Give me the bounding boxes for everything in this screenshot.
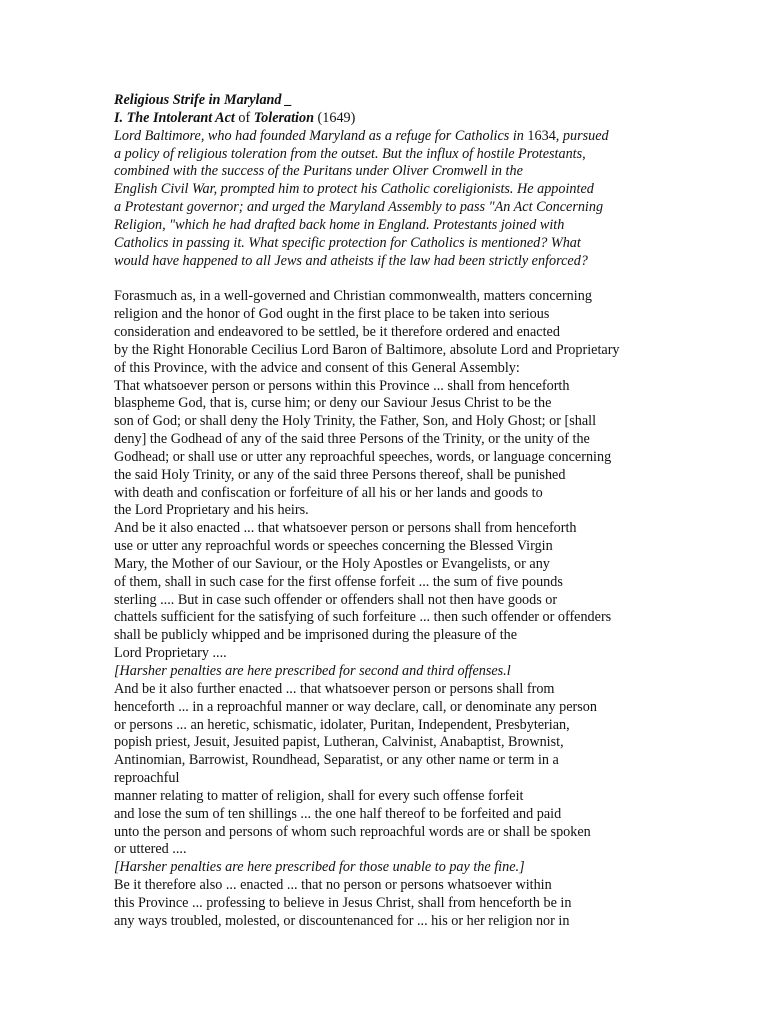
body-line: religion and the honor of God ought in the first place to be taken into serious: [114, 306, 550, 323]
body-line: by the Right Honorable Cecilius Lord Baron of Baltimore, absolute Lord and Proprietary: [114, 341, 620, 358]
body-line: Mary, the Mother of our Saviour, or the Holy Apostles or Evangelists, or any: [114, 555, 550, 572]
editor-note-penalties: [Harsher penalties are here prescribed for second and third offenses.l: [114, 663, 511, 679]
body-line: any ways troubled, molested, or discountenanced for ... his or her religion nor in: [114, 912, 570, 929]
body-line: consideration and endeavored to be settled, be it therefore ordered and enacted: [114, 323, 560, 340]
body-line: son of God; or shall deny the Holy Trinity, the Father, Son, and Holy Ghost; or [shall: [114, 413, 597, 430]
document-page: [114, 92, 654, 931]
body-line: henceforth ... in a reproachful manner or way declare, call, or denominate any person: [114, 698, 597, 715]
body-line: or uttered ....: [114, 841, 187, 858]
act-text-section-1: [114, 288, 654, 663]
body-line: Antinomian, Barrowist, Roundhead, Separatist, or any other name or term in a: [114, 752, 559, 769]
body-line: sterling .... But in case such offender or offenders shall not then have goods or: [114, 591, 558, 608]
intro-line: would have happened to all Jews and atheists if the law had been strictly enforced?: [114, 252, 588, 269]
body-line: Godhead; or shall use or utter any reproachful speeches, words, or language concerning: [114, 448, 612, 465]
intro-line: English Civil War, prompted him to protect his Catholic coreligionists. He appointed: [114, 181, 594, 198]
body-line: reproachful: [114, 770, 180, 787]
subtitle-toleration: Toleration: [253, 109, 314, 126]
body-line: the Lord Proprietary and his heirs.: [114, 502, 309, 519]
body-line: of them, shall in such case for the first offense forfeit ... the sum of five pounds: [114, 573, 563, 590]
body-line: That whatsoever person or persons within this Province ... shall from henceforth: [114, 377, 570, 394]
subtitle-year: (1649): [313, 109, 356, 126]
intro-line: a policy of religious toleration from the outset. But the influx of hostile Protestants,: [114, 145, 586, 162]
subtitle-act-name: I. The Intolerant Act: [114, 109, 235, 126]
intro-line: [114, 128, 654, 146]
body-line: and lose the sum of ten shillings ... the one half thereof to be forfeited and paid: [114, 805, 562, 822]
body-line: Lord Proprietary ....: [114, 645, 227, 662]
subtitle-connector: of: [234, 109, 254, 126]
body-line: Be it therefore also ... enacted ... that no person or persons whatsoever within: [114, 877, 552, 894]
body-line: Forasmuch as, in a well-governed and Christian commonwealth, matters concerning: [114, 288, 592, 305]
document-subtitle: [114, 110, 654, 128]
body-line: And be it also further enacted ... that whatsoever person or persons shall from: [114, 680, 555, 697]
body-line: chattels sufficient for the satisfying of such forfeiture ... then such offender or offenders: [114, 609, 612, 626]
body-line: use or utter any reproachful words or speeches concerning the Blessed Virgin: [114, 538, 553, 555]
intro-line: Religion, "which he had drafted back home in England. Protestants joined with: [114, 216, 565, 233]
body-line: blaspheme God, that is, curse him; or deny our Saviour Jesus Christ to be the: [114, 395, 552, 412]
intro-text: Lord Baltimore, who had founded Maryland as a refuge for Catholics in: [114, 127, 528, 144]
intro-year: 1634: [527, 127, 556, 144]
body-line: this Province ... professing to believe in Jesus Christ, shall from henceforth be in: [114, 894, 572, 911]
body-line: unto the person and persons of whom such reproachful words are or shall be spoken: [114, 823, 591, 840]
paragraph-spacer: [114, 270, 654, 288]
body-line: of this Province, with the advice and consent of this General Assembly:: [114, 359, 520, 376]
intro-text: , pursued: [555, 127, 609, 144]
intro-paragraph: [114, 128, 654, 271]
body-line: or persons ... an heretic, schismatic, idolater, Puritan, Independent, Presbyterian,: [114, 716, 570, 733]
act-text-section-3: [114, 877, 654, 931]
body-line: popish priest, Jesuit, Jesuited papist, Lutheran, Calvinist, Anabaptist, Brownist,: [114, 734, 564, 751]
editor-note-fine: [Harsher penalties are here prescribed for those unable to pay the fine.]: [114, 859, 525, 876]
intro-line: Catholics in passing it. What specific protection for Catholics is mentioned? What: [114, 234, 581, 251]
body-line: And be it also enacted ... that whatsoever person or persons shall from henceforth: [114, 520, 577, 537]
act-text-section-2: [114, 681, 654, 859]
body-line: with death and confiscation or forfeiture of all his or her lands and goods to: [114, 484, 543, 501]
document-title: Religious Strife in Maryland _: [114, 92, 293, 108]
body-line: shall be publicly whipped and be imprisoned during the pleasure of the: [114, 627, 518, 644]
body-line: the said Holy Trinity, or any of the said three Persons thereof, shall be punished: [114, 466, 566, 483]
body-line: manner relating to matter of religion, shall for every such offense forfeit: [114, 787, 524, 804]
intro-line: a Protestant governor; and urged the Maryland Assembly to pass "An Act Concerning: [114, 199, 604, 216]
intro-line: combined with the success of the Puritans under Oliver Cromwell in the: [114, 163, 523, 180]
body-line: deny] the Godhead of any of the said three Persons of the Trinity, or the unity of the: [114, 431, 590, 448]
